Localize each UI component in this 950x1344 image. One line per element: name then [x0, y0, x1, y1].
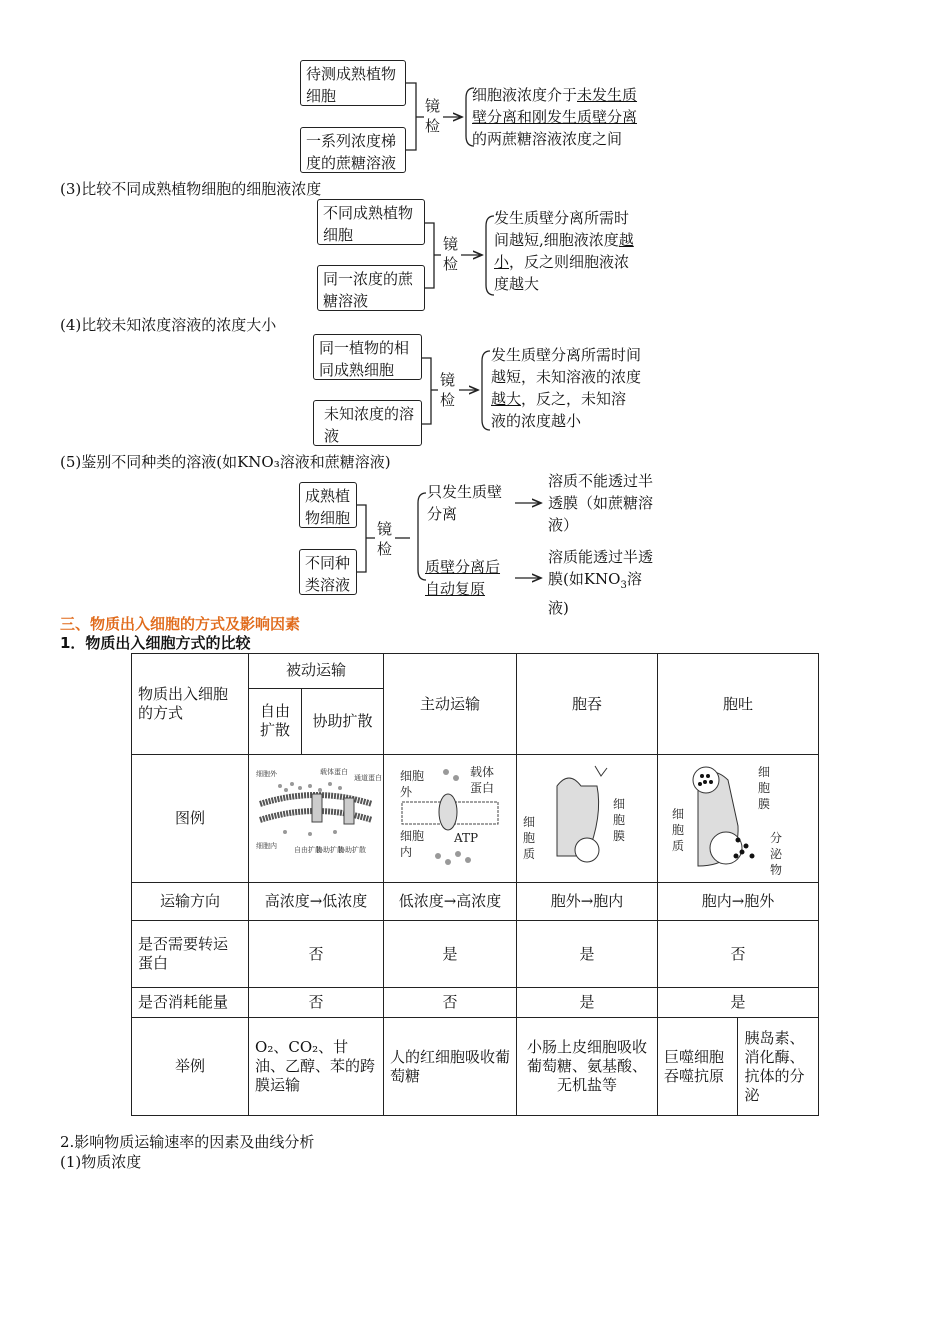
fig1-outside: 细胞外	[255, 770, 277, 778]
fig1-carrier: 载体蛋白	[319, 768, 348, 776]
exocytosis-diagram	[658, 756, 818, 876]
table-row-example	[132, 1018, 819, 1116]
figure-active-transport	[383, 755, 516, 883]
fig1-channel: 通道蛋白	[353, 774, 382, 782]
part3-sub1: 1．物质出入细胞方式的比较	[60, 634, 251, 652]
fig1-assist1: 协助扩散	[315, 846, 344, 854]
fig2-atp: ATP	[453, 831, 479, 845]
figure-passive-transport	[249, 755, 384, 883]
fig4-secretion-2: 泌	[769, 847, 782, 861]
example-exocytosis-secretion: 胰岛素、消化酶、抗体的分泌	[738, 1018, 819, 1116]
header-active: 主动运输	[383, 654, 516, 755]
carrier-exocytosis: 否	[657, 921, 818, 988]
arrow-label-microscopy-5: 镜检	[377, 520, 393, 558]
energy-passive: 否	[249, 988, 384, 1018]
heading-3: (3)比较不同成熟植物细胞的细胞液浓度	[60, 180, 322, 198]
table-row-header-1	[132, 654, 819, 689]
result-2-pre: 细胞液浓度介于	[472, 86, 578, 104]
box-same-plant-cells	[313, 334, 422, 380]
box-sucrose-gradient	[300, 127, 406, 173]
energy-active: 否	[383, 988, 516, 1018]
direction-exocytosis: 胞内→胞外	[657, 883, 818, 921]
fig3-membrane-2: 胞	[612, 813, 625, 827]
result-3-underlined: 越小	[494, 231, 634, 271]
example-endocytosis: 小肠上皮细胞吸收葡萄糖、氨基酸、无机盐等	[516, 1018, 657, 1116]
result-2-post: 的两蔗糖溶液浓度之间	[472, 130, 623, 148]
row-label-carrier: 是否需要转运蛋白	[132, 921, 249, 988]
box-test-cell-label: 待测成熟植物细胞	[306, 65, 397, 105]
box-solution-types	[299, 549, 357, 595]
result-3-pre: 发生质壁分离所需时间越短,细胞液浓度	[494, 209, 630, 249]
result-4-underlined: 越大	[491, 390, 522, 408]
fig3-membrane-1: 细	[612, 797, 625, 811]
row-label-energy: 是否消耗能量	[132, 988, 249, 1018]
result-4-pre: 发生质壁分离所需时间越短，未知溶液的浓度	[491, 346, 642, 386]
passive-transport-diagram	[250, 756, 383, 876]
fig2-carrier-1: 载体	[469, 765, 494, 779]
part3-title: 三、物质出入细胞的方式及影响因素	[60, 615, 301, 633]
fig4-secretion-3: 物	[769, 863, 782, 876]
transport-comparison-table	[131, 653, 819, 1116]
fig2-carrier-2: 蛋白	[469, 781, 494, 795]
heading-5: (5)鉴别不同种类的溶液(如KNO₃溶液和蔗糖溶液)	[60, 453, 391, 471]
box-same-plant-cells-label: 同一植物的相同成熟细胞	[319, 339, 410, 379]
header-way: 物质出入细胞的方式	[132, 654, 249, 755]
header-exocytosis: 胞吐	[657, 654, 818, 755]
row-label-example: 举例	[132, 1018, 249, 1116]
box-test-cell	[300, 60, 406, 106]
header-endocytosis: 胞吞	[516, 654, 657, 755]
fig2-outside-1: 细胞	[399, 769, 424, 783]
row-label-figure: 图例	[132, 755, 249, 883]
example-active: 人的红细胞吸收葡萄糖	[383, 1018, 516, 1116]
branch-auto-recovery: 质壁分离后自动复原	[425, 558, 501, 598]
table-row-energy	[132, 988, 819, 1018]
arrow-label-microscopy-4: 镜检	[440, 371, 456, 409]
arrow-label-microscopy-3: 镜检	[443, 235, 459, 273]
result-permeable-pre: 溶质能透过半透膜(如KNO	[548, 548, 654, 588]
fig2-inside-1: 细胞	[399, 829, 424, 843]
active-transport-diagram	[384, 756, 516, 876]
fig4-cytoplasm-3: 质	[671, 839, 684, 853]
box-sucrose-gradient-label: 一系列浓度梯度的蔗糖溶液	[306, 132, 397, 172]
result-permeable-sub: 3	[620, 580, 627, 591]
table-row-figure	[132, 755, 819, 883]
box-mature-cell-label: 成熟植物细胞	[305, 487, 351, 527]
fig4-membrane-2: 胞	[757, 781, 770, 795]
heading-4: (4)比较未知浓度溶液的浓度大小	[60, 316, 277, 334]
fig3-cytoplasm-2: 胞	[522, 831, 535, 845]
example-passive: O₂、CO₂、甘油、乙醇、苯的跨膜运输	[249, 1018, 384, 1116]
box-solution-types-label: 不同种类溶液	[305, 554, 351, 594]
fig1-inside: 细胞内	[255, 842, 277, 850]
carrier-passive: 否	[249, 921, 384, 988]
box-same-sucrose	[317, 265, 425, 311]
fig4-membrane-3: 膜	[757, 797, 770, 811]
header-assisted-diffusion: 协助扩散	[302, 688, 384, 754]
fig4-membrane-1: 细	[757, 765, 770, 779]
box-different-cells	[317, 199, 425, 245]
fig2-inside-2: 内	[399, 845, 412, 859]
result-text-3	[494, 207, 634, 295]
energy-exocytosis: 是	[657, 988, 818, 1018]
result-text-4	[491, 344, 641, 432]
arrow-label-microscopy: 镜检	[425, 97, 441, 135]
table-row-carrier	[132, 921, 819, 988]
fig4-cytoplasm-1: 细	[671, 807, 684, 821]
part2-sub2-1: (1)物质浓度	[60, 1153, 142, 1171]
box-unknown-solution	[313, 400, 422, 446]
fig3-cytoplasm-1: 细	[522, 815, 535, 829]
fig3-cytoplasm-3: 质	[522, 847, 535, 861]
fig2-outside-2: 外	[399, 785, 412, 799]
row-label-direction: 运输方向	[132, 883, 249, 921]
result-permeable	[548, 546, 653, 619]
energy-endocytosis: 是	[516, 988, 657, 1018]
header-passive: 被动运输	[249, 654, 384, 689]
result-permeable-post: 溶液)	[548, 570, 642, 617]
result-2-underlined: 未发生质壁分离和刚发生质壁分离	[472, 86, 638, 126]
direction-passive: 高浓度→低浓度	[249, 883, 384, 921]
box-unknown-solution-label: 未知浓度的溶液	[324, 405, 415, 445]
direction-endocytosis: 胞外→胞内	[516, 883, 657, 921]
branch-plasmolysis-only: 只发生质壁分离	[427, 483, 503, 523]
endocytosis-diagram	[517, 756, 657, 876]
carrier-active: 是	[383, 921, 516, 988]
fig1-assist2: 协助扩散	[337, 846, 366, 854]
figure-endocytosis	[516, 755, 657, 883]
example-exocytosis-phagocytosis: 巨噬细胞吞噬抗原	[657, 1018, 738, 1116]
box-mature-cell	[299, 482, 357, 528]
figure-exocytosis	[657, 755, 818, 883]
direction-active: 低浓度→高浓度	[383, 883, 516, 921]
fig4-secretion-1: 分	[769, 831, 782, 845]
table-row-direction	[132, 883, 819, 921]
box-different-cells-label: 不同成熟植物细胞	[323, 204, 414, 244]
box-same-sucrose-label: 同一浓度的蔗糖溶液	[323, 270, 414, 310]
header-free-diffusion: 自由扩散	[249, 688, 302, 754]
result-4-post: ，反之，未知溶液的浓度越小	[491, 390, 627, 430]
fig3-membrane-3: 膜	[612, 829, 625, 843]
part2-sub2: 2.影响物质运输速率的因素及曲线分析	[60, 1133, 315, 1151]
result-impermeable: 溶质不能透过半透膜（如蔗糖溶液）	[548, 472, 654, 534]
fig1-free: 自由扩散	[293, 846, 322, 854]
result-3-post: ，反之则细胞液浓度越大	[494, 253, 630, 293]
result-text-2	[472, 84, 652, 150]
carrier-endocytosis: 是	[516, 921, 657, 988]
fig4-cytoplasm-2: 胞	[671, 823, 684, 837]
